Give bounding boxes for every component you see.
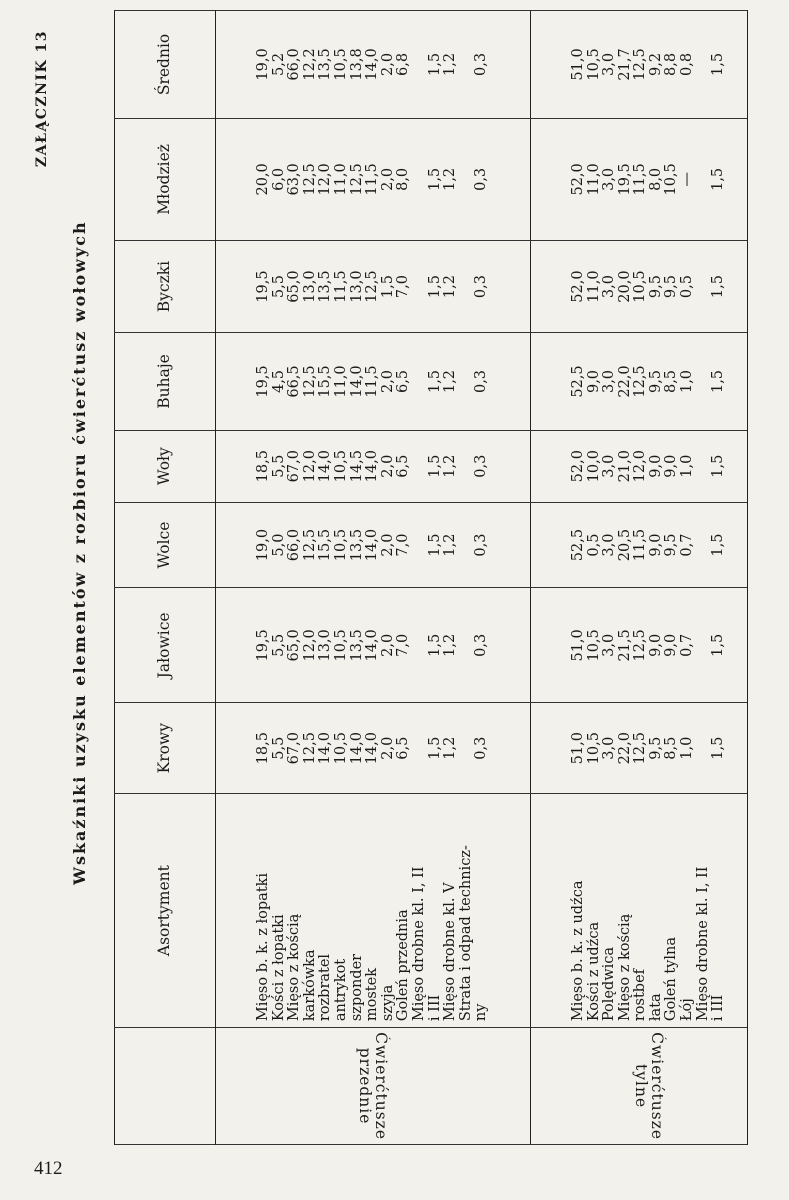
value-column-cell: [216, 502, 531, 588]
value-column-cell: [530, 11, 747, 119]
value-cell: 11,5: [632, 163, 649, 196]
rotated-table-sheet: [12, 0, 772, 1185]
value-cell: 66,5: [286, 365, 303, 398]
assortment-item: rozbratel: [317, 953, 334, 1022]
value-cell: 1,2: [442, 369, 459, 394]
header-wolce: Wolce: [115, 502, 216, 588]
value-cell: 9,0: [647, 633, 664, 657]
value-cell: 19,5: [255, 270, 271, 303]
value-cell: 51,0: [569, 629, 586, 662]
value-cell: 12,5: [301, 163, 318, 196]
value-column-cell: [216, 588, 531, 703]
value-cell: 9,0: [647, 454, 664, 478]
value-cell: [696, 707, 712, 789]
assortment-cell: [530, 794, 747, 1028]
value-cell: [412, 593, 428, 699]
value-cell: 21,7: [616, 48, 633, 81]
assortment-item: karkówka: [301, 949, 318, 1022]
value-cell: [696, 337, 712, 425]
header-krowy: Krowy: [115, 703, 216, 794]
value-cell: 19,0: [255, 528, 271, 562]
value-cell: 9,0: [647, 533, 664, 557]
value-cell: [696, 123, 712, 236]
value-cell: 3,0: [601, 633, 618, 657]
value-cell: 13,5: [317, 270, 334, 303]
value-cell: 10,5: [332, 48, 349, 81]
value-cell: 3,0: [601, 52, 618, 76]
value-cell: [412, 707, 428, 789]
value-cell: 14,0: [364, 48, 381, 81]
value-cell: 2,0: [379, 52, 396, 76]
assortment-item: Mięso z kością: [616, 913, 633, 1022]
value-cell: 5,5: [270, 633, 287, 657]
value-cell: 0,3: [473, 52, 490, 76]
value-cell: 15,5: [317, 365, 334, 398]
value-cell: 21,0: [616, 450, 633, 483]
value-cell: 7,0: [395, 533, 412, 557]
value-cell: 2,0: [379, 167, 396, 191]
value-cell: 1,5: [710, 533, 727, 557]
value-cell: 3,0: [601, 275, 618, 299]
assortment-item: ny: [473, 1003, 490, 1022]
value-cell: 2,0: [379, 454, 396, 478]
value-cell: 1,2: [442, 167, 459, 191]
value-cell: 10,5: [585, 48, 602, 81]
value-cell: 3,0: [601, 167, 618, 191]
value-cell: 0,5: [585, 533, 602, 557]
value-cell: 1,5: [710, 369, 727, 394]
assortment-item: i III: [710, 994, 727, 1022]
assortment-item: Kości z łopatki: [270, 914, 287, 1022]
value-cell: 3,0: [601, 736, 618, 760]
value-cell: 11,5: [632, 528, 649, 562]
header-jalowice: Jałowice: [115, 588, 216, 703]
value-cell: [459, 123, 475, 236]
value-cell: 20,0: [255, 163, 271, 196]
value-cell: 6,8: [395, 52, 412, 76]
value-cell: [696, 245, 712, 328]
value-cell: 0,7: [679, 633, 696, 657]
value-cell: 12,2: [301, 48, 318, 81]
header-assortment: Asortyment: [115, 794, 216, 1028]
value-cell: 8,8: [663, 52, 680, 76]
value-cell: [412, 245, 428, 328]
value-cell: 13,0: [317, 629, 334, 662]
section-label: Ćwierćtusze przednie: [356, 1032, 391, 1140]
value-cell: 0,3: [473, 275, 490, 299]
assortment-cell: [216, 794, 531, 1028]
value-cell: [459, 245, 475, 328]
value-cell: 13,8: [348, 48, 365, 81]
header-row: [115, 11, 216, 1145]
value-cell: 12,5: [301, 528, 318, 562]
value-cell: 7,0: [395, 633, 412, 657]
value-cell: 19,5: [616, 163, 633, 196]
assortment-item: mostek: [364, 968, 381, 1022]
value-cell: 11,0: [332, 163, 349, 196]
value-cell: 1,0: [679, 369, 696, 394]
header-srednio: Średnio: [115, 11, 216, 119]
value-cell: 10,5: [663, 163, 680, 196]
assortment-item: Mięso z kością: [286, 913, 303, 1022]
value-cell: 22,0: [616, 732, 633, 765]
value-cell: 51,0: [569, 48, 586, 81]
value-cell: [696, 435, 712, 498]
value-cell: 0,5: [679, 275, 696, 299]
value-cell: 13,0: [348, 270, 365, 303]
value-cell: [459, 435, 475, 498]
section-rear-row: [530, 11, 747, 1145]
value-cell: 0,3: [473, 369, 490, 394]
value-column-cell: [530, 333, 747, 430]
value-cell: 14,0: [364, 450, 381, 483]
value-column-cell: [216, 240, 531, 332]
value-cell: 14,0: [364, 732, 381, 765]
value-cell: 65,0: [286, 629, 303, 662]
value-cell: 1,5: [710, 167, 727, 191]
header-mlodziez: Młodzież: [115, 118, 216, 240]
value-column-cell: [530, 703, 747, 794]
value-cell: 1,5: [379, 275, 396, 299]
value-cell: 12,0: [301, 450, 318, 483]
value-cell: 8,0: [647, 167, 664, 191]
value-column-cell: [216, 118, 531, 240]
value-cell: [459, 15, 475, 114]
appendix-label: ZAŁĄCZNIK 13: [34, 30, 50, 168]
value-cell: [696, 15, 712, 114]
value-cell: 10,5: [585, 629, 602, 662]
value-cell: 5,5: [270, 275, 287, 299]
yield-table: [114, 10, 748, 1145]
assortment-item: i III: [426, 994, 443, 1022]
value-cell: 0,3: [473, 533, 490, 557]
value-cell: 0,3: [473, 454, 490, 478]
value-cell: 14,5: [348, 450, 365, 483]
value-cell: 10,5: [332, 450, 349, 483]
value-cell: 18,5: [255, 450, 271, 483]
value-cell: [459, 337, 475, 425]
value-cell: 65,0: [286, 270, 303, 303]
header-woly: Woły: [115, 430, 216, 502]
assortment-item: Mięso b. k. z łopatki: [255, 872, 271, 1022]
value-cell: 1,5: [426, 167, 443, 191]
value-cell: 12,5: [301, 732, 318, 765]
value-cell: 1,2: [442, 454, 459, 478]
value-cell: 1,2: [442, 736, 459, 760]
value-cell: 14,0: [317, 450, 334, 483]
value-cell: 52,5: [569, 365, 586, 398]
value-column-cell: [216, 430, 531, 502]
value-cell: 5,5: [270, 736, 287, 760]
value-cell: 11,5: [364, 163, 381, 196]
section-front-row: [216, 11, 531, 1145]
value-cell: 66,0: [286, 48, 303, 81]
value-cell: 9,5: [663, 275, 680, 299]
value-cell: 11,0: [332, 365, 349, 398]
value-cell: 11,5: [332, 270, 349, 303]
value-cell: 1,2: [442, 52, 459, 76]
value-cell: 52,0: [569, 450, 586, 483]
section-label-cell: [530, 1028, 747, 1145]
value-cell: 52,0: [569, 270, 586, 303]
value-cell: 67,0: [286, 732, 303, 765]
value-cell: 10,0: [585, 450, 602, 483]
value-cell: 8,5: [663, 369, 680, 394]
value-cell: 1,5: [710, 52, 727, 76]
value-cell: 3,0: [601, 369, 618, 394]
value-cell: 9,0: [663, 454, 680, 478]
page-number: 412: [34, 1158, 63, 1179]
value-cell: 9,5: [647, 369, 664, 394]
value-cell: 12,5: [632, 365, 649, 398]
value-cell: 11,0: [585, 163, 602, 196]
value-cell: 66,0: [286, 528, 303, 562]
value-cell: 22,0: [616, 365, 633, 398]
value-cell: [696, 593, 712, 699]
value-cell: 11,0: [585, 270, 602, 303]
value-cell: 0,3: [473, 736, 490, 760]
assortment-item: Mięso drobne kl. V: [442, 882, 459, 1022]
value-cell: 11,5: [364, 365, 381, 398]
value-column-cell: [530, 502, 747, 588]
value-cell: 5,0: [270, 533, 287, 557]
value-cell: 6,5: [395, 369, 412, 394]
value-cell: 19,5: [255, 365, 271, 398]
value-cell: [412, 337, 428, 425]
value-cell: 6,0: [270, 167, 287, 191]
value-cell: 9,2: [647, 52, 664, 76]
assortment-item: szyja: [379, 984, 396, 1022]
value-cell: —: [679, 172, 696, 187]
value-cell: 9,0: [585, 369, 602, 394]
value-cell: 13,5: [317, 48, 334, 81]
value-cell: 12,0: [301, 629, 318, 662]
assortment-item: Mięso drobne kl. I, II: [694, 866, 711, 1022]
value-cell: 10,5: [585, 732, 602, 765]
value-cell: 12,0: [632, 450, 649, 483]
value-cell: 9,5: [647, 736, 664, 760]
value-cell: 1,0: [679, 454, 696, 478]
value-column-cell: [216, 11, 531, 119]
value-cell: [459, 593, 475, 699]
assortment-item: Łój: [679, 998, 696, 1022]
value-cell: 19,0: [255, 48, 271, 81]
value-cell: 4,5: [270, 369, 287, 394]
value-cell: 1,5: [426, 275, 443, 299]
value-column-cell: [530, 240, 747, 332]
value-cell: [412, 435, 428, 498]
value-cell: 14,0: [348, 365, 365, 398]
assortment-item: łata: [647, 993, 664, 1022]
value-cell: 14,0: [364, 528, 381, 562]
value-cell: 1,5: [426, 369, 443, 394]
value-cell: 1,5: [426, 454, 443, 478]
value-cell: 1,5: [426, 533, 443, 557]
value-cell: 12,5: [632, 48, 649, 81]
value-cell: 9,0: [663, 633, 680, 657]
header-byczki: Byczki: [115, 240, 216, 332]
value-column-cell: [530, 588, 747, 703]
section-label: Ćwierćtusze tylne: [632, 1032, 667, 1140]
value-cell: 12,5: [348, 163, 365, 196]
value-cell: 6,5: [395, 454, 412, 478]
value-cell: 2,0: [379, 633, 396, 657]
assortment-item: antrykot: [332, 958, 349, 1022]
value-cell: 0,7: [679, 533, 696, 557]
value-cell: 10,5: [332, 528, 349, 562]
value-cell: 0,3: [473, 167, 490, 191]
value-cell: 5,2: [270, 52, 287, 76]
assortment-item: Polędwica: [601, 946, 618, 1022]
value-cell: 21,5: [616, 629, 633, 662]
value-cell: [459, 707, 475, 789]
value-cell: 67,0: [286, 450, 303, 483]
value-cell: 63,0: [286, 163, 303, 196]
value-cell: 1,2: [442, 633, 459, 657]
value-cell: 6,5: [395, 736, 412, 760]
value-cell: 8,5: [663, 736, 680, 760]
value-cell: 1,5: [710, 633, 727, 657]
value-cell: 19,5: [255, 629, 271, 662]
value-cell: 1,5: [426, 52, 443, 76]
value-cell: 7,0: [395, 275, 412, 299]
value-column-cell: [216, 703, 531, 794]
section-label-cell: [216, 1028, 531, 1145]
value-cell: 9,5: [647, 275, 664, 299]
value-cell: 1,5: [426, 633, 443, 657]
value-cell: 1,5: [426, 736, 443, 760]
value-cell: 14,0: [348, 732, 365, 765]
value-cell: 52,0: [569, 163, 586, 196]
value-cell: 1,2: [442, 275, 459, 299]
value-cell: 13,5: [348, 528, 365, 562]
value-cell: 3,0: [601, 533, 618, 557]
value-cell: 1,5: [710, 275, 727, 299]
value-cell: [412, 15, 428, 114]
value-cell: 10,5: [332, 732, 349, 765]
value-cell: 15,5: [317, 528, 334, 562]
value-cell: 2,0: [379, 533, 396, 557]
value-cell: 1,5: [710, 736, 727, 760]
assortment-item: Mięso b. k. z udźca: [569, 880, 586, 1022]
value-cell: 12,5: [632, 732, 649, 765]
value-cell: 52,5: [569, 528, 586, 562]
header-buhaje: Buhaje: [115, 333, 216, 430]
value-cell: 8,0: [395, 167, 412, 191]
value-cell: [696, 507, 712, 584]
value-cell: 12,5: [364, 270, 381, 303]
value-cell: 14,0: [364, 629, 381, 662]
value-column-cell: [530, 118, 747, 240]
value-cell: 1,0: [679, 736, 696, 760]
value-cell: 10,5: [632, 270, 649, 303]
value-cell: 10,5: [332, 629, 349, 662]
value-cell: 1,5: [710, 454, 727, 478]
assortment-item: rostbef: [632, 968, 649, 1022]
assortment-item: Kości z udźca: [585, 921, 602, 1022]
value-cell: 13,5: [348, 629, 365, 662]
value-cell: 18,5: [255, 732, 271, 765]
value-cell: [412, 507, 428, 584]
value-cell: 51,0: [569, 732, 586, 765]
header-section: [115, 1028, 216, 1145]
assortment-item: Goleń tylna: [663, 937, 680, 1022]
value-cell: 0,8: [679, 52, 696, 76]
value-cell: 5,5: [270, 454, 287, 478]
assortment-item: Mięso drobne kl. I, II: [410, 866, 427, 1022]
assortment-item: szponder: [348, 953, 365, 1022]
value-cell: 2,0: [379, 369, 396, 394]
value-cell: 13,0: [301, 270, 318, 303]
value-cell: 0,3: [473, 633, 490, 657]
value-cell: 20,0: [616, 270, 633, 303]
value-cell: [412, 123, 428, 236]
value-cell: 14,0: [317, 732, 334, 765]
assortment-item: Goleń przednia: [395, 909, 412, 1022]
assortment-item: Strata i odpad technicz-: [457, 845, 474, 1022]
value-cell: 3,0: [601, 454, 618, 478]
value-cell: [459, 507, 475, 584]
value-cell: 20,5: [616, 528, 633, 562]
value-cell: 9,5: [663, 533, 680, 557]
table-title: Wskaźniki uzysku elementów z rozbioru ćwierćtusz wołowych: [70, 220, 89, 885]
value-cell: 1,2: [442, 533, 459, 557]
value-column-cell: [216, 333, 531, 430]
value-cell: 12,5: [301, 365, 318, 398]
value-column-cell: [530, 430, 747, 502]
value-cell: 2,0: [379, 736, 396, 760]
value-cell: 12,0: [317, 163, 334, 196]
value-cell: 12,5: [632, 629, 649, 662]
